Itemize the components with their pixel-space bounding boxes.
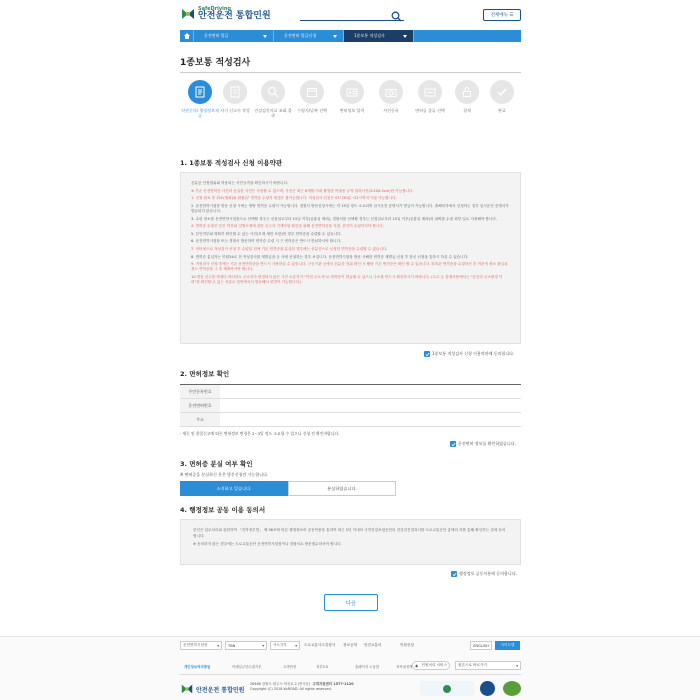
copyright: Copyright (C) 2018 KoROAD. All rights reserved. — [250, 687, 332, 691]
id-card-icon — [340, 80, 364, 104]
nav-item-aptitude-test[interactable]: 1종보통 적성검사 — [344, 30, 414, 42]
footer-logo-title: 안전운전 통합민원 — [196, 686, 245, 694]
nav-item-issue-request[interactable]: 운전면허 발급신청 — [274, 30, 344, 42]
chevron-down-icon — [403, 35, 407, 38]
table-row — [180, 385, 521, 399]
has-license-option[interactable]: 소지하고 있습니다. — [180, 481, 288, 496]
table-row — [180, 399, 521, 413]
check-icon — [490, 80, 514, 104]
section-consent-title: 4. 행정정보 공동 이용 동의서 — [180, 506, 266, 514]
header — [0, 0, 700, 30]
lock-icon — [455, 80, 479, 104]
step-complete: 완료 — [482, 80, 522, 113]
chevron-down-icon: ▾ — [262, 643, 264, 648]
chevron-down-icon — [263, 35, 267, 38]
all-menu-button[interactable]: 전체메뉴 ☰ — [483, 9, 521, 21]
step-license-type: 면허증 종류 선택 — [410, 80, 450, 113]
loss-note: ※ 면허증을 분실하신 분은 방문신청만 가능합니다. — [180, 472, 269, 477]
next-button[interactable]: 다음 — [324, 594, 378, 611]
step-payment: 결제 — [447, 80, 487, 113]
checkbox-icon[interactable] — [451, 571, 457, 577]
license-confirm-checkbox[interactable]: 운전면허 정보를 확인하였습니다. — [450, 441, 516, 447]
footer-link-petition[interactable]: 민원신청 — [400, 643, 414, 647]
english-button[interactable]: ENGLISH — [470, 641, 492, 650]
terms-line: 2. 운전면허시험장 방문 신청 시에는 방탕 면허증 수령이 가능합니다. 경찰서 방문신청시에는 약 15일 정도 소요되며 임시운전 증명서가 발급이 가능합니다. 출해미자에서 신청하는 경우 임시운전 증명서가 발급되지 않습니다. — [191, 203, 509, 213]
checkbox-icon[interactable] — [450, 441, 456, 447]
step-self-report: 자기 신고서 작성 — [215, 80, 255, 113]
chevron-down-icon: ▾ — [516, 663, 518, 668]
terms-agree-checkbox[interactable]: 1종보통 적성검사 신청 이용약관에 동의합니다. — [424, 351, 514, 357]
footer-link-safety[interactable]: 안전교통의 — [364, 643, 382, 647]
divider — [180, 72, 521, 73]
search-icon[interactable] — [391, 7, 402, 26]
terms-line: 4. 면허증 수령은 본인 여부와 질병소재에 관한 신고서 기재사항 확인을 위해 운전면허증을 지참, 본인이 수령하셔야 합니다. — [191, 224, 384, 229]
row-value — [220, 413, 521, 426]
consent-box — [180, 519, 521, 565]
row-label: 주소 — [180, 413, 220, 426]
logo-icon — [180, 6, 196, 22]
terms-line: ※ 기존 운전면허증 사진과 동일한 사진은 사용할 수 없으며, 사진은 최근 6개월 이내 촬영한 여권용 규격 컬러사진(3.5X4.5cm)만 가능합니다. — [191, 188, 414, 193]
footer-link-help[interactable]: 홈페이지 도움말 — [355, 665, 380, 669]
logo-icon — [180, 682, 194, 696]
home-icon[interactable] — [180, 30, 194, 42]
row-label: 운전면허번호 — [180, 399, 220, 412]
page-title: 1종보통 적성검사 — [180, 58, 251, 68]
row-label: 주민등록번호 — [180, 385, 220, 398]
terms-line: 9. 적성검사 신청 후에는 기존 운전면허증을 반드시 사용하실 수 있습니다. 구공기관 등에서 신분증 진위 확인 시 해당 기존 면허증은 확인 할 수 있습니다. 파혹된 면허증을 수령하신 후 이문적 정보 불일치 정도 면허증을 그 후 제출하셔야 합니다. — [191, 262, 508, 272]
terms-box[interactable] — [180, 172, 521, 344]
chevron-down-icon: ▾ — [217, 643, 219, 648]
logo-brand: SafeDriving — [198, 6, 231, 12]
logo[interactable] — [180, 6, 271, 22]
nav-item-license-issue[interactable]: 운전면허 발급 — [194, 30, 274, 42]
footer-link-charter[interactable]: 고객헌장 — [283, 665, 297, 669]
logo-title: 안전운전 통합민원 — [198, 11, 271, 21]
chevron-down-icon: ▾ — [295, 643, 297, 648]
terms-line: 8. 면허증 분실자는 민원24로 전 적성검사를 재발급을 등 사에 신청하는 경우 보입니다. 운전면허시험장 방문 시해한 면허증 재발급 신청 후 잠신 신청을 통하시 하실 수 있습니다. — [191, 254, 469, 259]
search-input[interactable] — [300, 9, 404, 21]
chat-icon: ◉ — [415, 663, 419, 668]
emblem-icon — [480, 681, 495, 696]
footer-link-disclosure[interactable]: 정보공개 — [343, 643, 357, 647]
checkbox-icon[interactable] — [424, 351, 430, 357]
sitemap-button[interactable]: 사이트맵 — [495, 641, 520, 650]
award-icon — [442, 684, 452, 694]
document-icon — [188, 80, 212, 104]
terms-line: 10.면입 신고를 하셨다 하더라도 주소지가 변경되지 않은 사진 소유자가 "이전 주소지"로 면허증이 발급될 수 있으니 주소를 반드시 확인하시기 바랍니다. (도로 등 통행사용에서는 "본인의 주소변경 이력"을 확인할 수 있는 서류로 한번에서서 방문해서 변경이 가능합니다.) — [191, 274, 503, 285]
section-loss-title: 3. 면허증 분실 여부 확인 — [180, 460, 253, 468]
terms-line: 5. 본인여부와 명확히 확인할 수 있는 사진(모재 세민 포함)만 경우 면허증을 수령할 수 있습니다. — [191, 231, 342, 236]
section-terms-title: 1. 1종보통 적성검사 신청 이용약관 — [180, 159, 283, 167]
footer-link-email[interactable]: 이메일무단수집거부 — [232, 665, 262, 669]
consent-agree-checkbox[interactable]: 행정정보 공동이용에 동의합니다. — [451, 571, 517, 577]
breadcrumb-nav — [180, 30, 521, 42]
edit-icon — [223, 80, 247, 104]
table-row — [180, 413, 521, 427]
section-license-title: 2. 면허정보 확인 — [180, 370, 230, 378]
callcenter: 고객지원센터 1577-1120 — [312, 682, 354, 686]
step-health-check: 건강검진자료 조회 결과 — [253, 80, 293, 118]
lost-license-option[interactable]: 분실하였습니다. — [288, 481, 396, 496]
row-value — [220, 399, 521, 412]
row-value — [220, 385, 521, 398]
divider — [180, 674, 521, 675]
chevron-down-icon — [333, 35, 337, 38]
step-license-input: 면허정보 입력 — [332, 80, 372, 113]
license-card-icon — [418, 80, 442, 104]
footer-link-gov[interactable]: 정부3.0 — [316, 665, 328, 669]
terms-line: 1. 신청 완료 후 취소(철회)와 환불(부 면허증 수령지 변경은 불가능합니다. 적성검사 신청은 07시30분~22시까지 이용 가능합니다. — [191, 196, 397, 201]
footer-address: 26466 강원도 원주시 혁신로 2 (반곡동) 고객지원센터 1577-1120 Copyright (C) 2018 KoROAD. All rights reserved. — [250, 682, 354, 691]
step-pickup-date: 수령지/날짜 선택 — [292, 80, 332, 113]
chat-service-button[interactable]: ◉ 민원처리 서비스 — [412, 661, 450, 670]
footer-select-tbn[interactable]: TBN ▾ — [225, 641, 267, 650]
footer-select-family[interactable]: 사도가부 ▾ — [270, 641, 300, 650]
license-info-table — [180, 384, 521, 427]
certification-badge — [420, 681, 474, 696]
consent-line: 본인은 업무처리와 관련하여 「전자정부법」 제 36조에 따른 행정정보의 공동이용을 통하여 최근 2년 이내의 국민건강보험공단의 건강검진결과서를 도로교통공단 총에의 자를 통해 확인하는 것에 동의합니다. — [193, 528, 506, 538]
step-photo: 사진등록 — [371, 80, 411, 113]
license-note: · 재등 및 한일신고에 따른 면허정보 변경은 2~3일 정도 소요될 수 있으니 신청 전 확인바랍니다. — [180, 431, 340, 436]
wa-mark-icon — [503, 681, 521, 696]
footer-select-exam-site[interactable]: 운전면허시험장 ▾ — [180, 641, 222, 650]
terms-line: 신분증 인정범위와 허용되는 사진규격을 확인하시기 바랍니다. — [191, 181, 289, 185]
footer-link-privacy[interactable]: 개인정보처리방침 — [184, 665, 211, 669]
footer-logo — [180, 682, 244, 696]
footer-select-shortcut[interactable]: 원본으로 바로가기 ▾ — [455, 661, 521, 670]
calendar-icon — [300, 80, 324, 104]
camera-icon — [379, 80, 403, 104]
consent-line: ※ 동의하지 않는 경우에는 도로교통공단 운전면허시험장이나 경찰서로 방문접수하셔야 합니다. — [193, 542, 342, 546]
terms-line: 6. 운전면허시험장 또는 경찰서 방문하여 면허증 수령 시 구 면허증은 반드시 반납하셔야 합니다. — [191, 239, 342, 244]
footer-link-copyright[interactable]: 저작권정책 — [396, 665, 413, 669]
terms-line: 7. 인터넷으로 적성검사 신청 후 수령일 전에 기존 면허증을 분실한 경우에는 신분증으로 신청한 면허증을 수령할 수 없습니다. — [191, 246, 388, 251]
progress-steps — [180, 80, 521, 130]
search-icon — [261, 80, 285, 104]
footer-link-appraiser[interactable]: 도로교통사고감정사 — [304, 643, 336, 647]
step-terms: 약관동의/ 행정정보제공 — [180, 80, 220, 118]
terms-line: 3. 수령 장소를 운전면허시험장으로 선택할 경우는 신청일로부터 15일 이후(공휴일 제외), 경찰서를 선택할 경우는 신청일로부터 15일 이후(공휴일 제외)의 날짜를 수령 희망 일로 지정해야 합니다. — [191, 216, 497, 221]
